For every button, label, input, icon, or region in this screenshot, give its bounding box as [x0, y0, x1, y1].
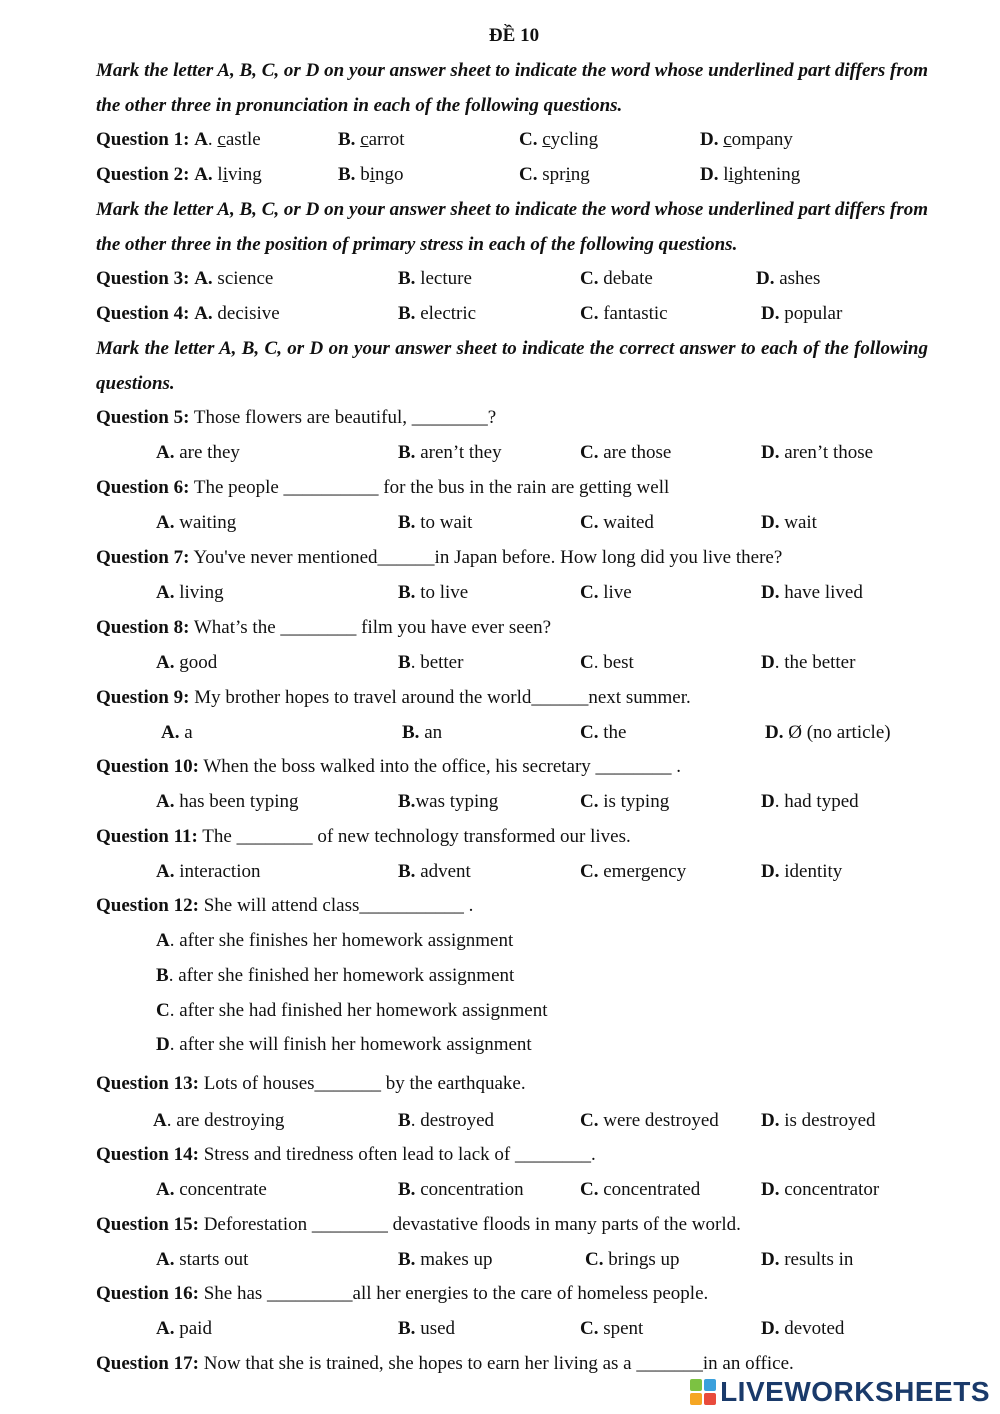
- q9-option-b[interactable]: B. an: [402, 722, 443, 743]
- q15-option-a[interactable]: A. starts out: [156, 1249, 249, 1270]
- q14-option-a[interactable]: A. concentrate: [156, 1179, 267, 1200]
- question-14: Question 14: Stress and tiredness often lead to lack of ________.: [96, 1144, 596, 1165]
- section-instruction-pronunciation: Mark the letter A, B, C, or D on your answer sheet to indicate the word whose underlined part differs from the other three in pronunciation in each of the following questions.: [96, 60, 928, 116]
- q5-option-a[interactable]: A. are they: [156, 442, 240, 463]
- q14-option-c[interactable]: C. concentrated: [580, 1179, 701, 1200]
- q13-option-b[interactable]: B. destroyed: [398, 1110, 495, 1131]
- q8-option-a[interactable]: A. good: [156, 652, 218, 673]
- q5-option-c[interactable]: C. are those: [580, 442, 672, 463]
- q16-option-b[interactable]: B. used: [398, 1318, 456, 1339]
- q16-option-a[interactable]: A. paid: [156, 1318, 212, 1339]
- question-9: Question 9: My brother hopes to travel around the world______next summer.: [96, 687, 691, 708]
- q9-option-c[interactable]: C. the: [580, 722, 627, 743]
- q15-option-b[interactable]: B. makes up: [398, 1249, 493, 1270]
- q1-option-d[interactable]: D. company: [700, 129, 793, 150]
- q13-option-d[interactable]: D. is destroyed: [761, 1110, 876, 1131]
- q13-option-c[interactable]: C. were destroyed: [580, 1110, 719, 1131]
- section-instruction-correct-answer: Mark the letter A, B, C, or D on your answer sheet to indicate the correct answer to each of the following questions.: [96, 338, 928, 394]
- question-6: Question 6: The people __________ for the bus in the rain are getting well: [96, 477, 670, 498]
- q12-option-c[interactable]: C. after she had finished her homework assignment: [156, 1000, 548, 1021]
- question-1: Question 1: A. castle: [96, 129, 261, 150]
- question-17: Question 17: Now that she is trained, she hopes to earn her living as a _______in an office.: [96, 1353, 794, 1374]
- question-5: Question 5: Those flowers are beautiful, ________?: [96, 407, 497, 428]
- q7-option-b[interactable]: B. to live: [398, 582, 469, 603]
- question-10: Question 10: When the boss walked into the office, his secretary ________ .: [96, 756, 682, 777]
- q10-option-b[interactable]: B.was typing: [398, 791, 499, 812]
- q11-option-c[interactable]: C. emergency: [580, 861, 687, 882]
- q7-option-a[interactable]: A. living: [156, 582, 224, 603]
- q4-option-d[interactable]: D. popular: [761, 303, 843, 324]
- q3-option-d[interactable]: D. ashes: [756, 268, 821, 289]
- q14-option-d[interactable]: D. concentrator: [761, 1179, 880, 1200]
- q3-option-c[interactable]: C. debate: [580, 268, 653, 289]
- q7-option-d[interactable]: D. have lived: [761, 582, 863, 603]
- q3-option-b[interactable]: B. lecture: [398, 268, 472, 289]
- q1-option-b[interactable]: B. carrot: [338, 129, 405, 150]
- q6-option-a[interactable]: A. waiting: [156, 512, 237, 533]
- q11-option-b[interactable]: B. advent: [398, 861, 471, 882]
- q2-option-b[interactable]: B. bingo: [338, 164, 404, 185]
- q15-option-c[interactable]: C. brings up: [585, 1249, 680, 1270]
- q1-option-c[interactable]: C. cycling: [519, 129, 599, 150]
- question-3: Question 3: A. science: [96, 268, 274, 289]
- q5-option-d[interactable]: D. aren’t those: [761, 442, 874, 463]
- question-2: Question 2: A. living: [96, 164, 262, 185]
- q9-option-a[interactable]: A. a: [161, 722, 193, 743]
- q6-option-d[interactable]: D. wait: [761, 512, 817, 533]
- q9-option-d[interactable]: D. Ø (no article): [765, 722, 891, 743]
- q16-option-d[interactable]: D. devoted: [761, 1318, 845, 1339]
- q14-option-b[interactable]: B. concentration: [398, 1179, 524, 1200]
- question-8: Question 8: What’s the ________ film you have ever seen?: [96, 617, 552, 638]
- q6-option-b[interactable]: B. to wait: [398, 512, 473, 533]
- liveworksheets-logo[interactable]: [690, 1376, 990, 1408]
- question-7: Question 7: You've never mentioned______in Japan before. How long did you live there?: [96, 547, 783, 568]
- q8-option-d[interactable]: D. the better: [761, 652, 856, 673]
- q13-option-a[interactable]: A. are destroying: [153, 1110, 285, 1131]
- question-15: Question 15: Deforestation ________ devastative floods in many parts of the world.: [96, 1214, 741, 1235]
- liveworksheets-logo-text: LIVEWORKSHEETS: [720, 1376, 990, 1407]
- q2-option-c[interactable]: C. spring: [519, 164, 590, 185]
- section-instruction-stress: Mark the letter A, B, C, or D on your answer sheet to indicate the word whose underlined part differs from the other three in the position of primary stress in each of the following questions.: [96, 199, 928, 255]
- q12-option-a[interactable]: A. after she finishes her homework assignment: [156, 930, 514, 951]
- page-title: ĐỀ 10: [488, 25, 540, 46]
- q2-option-d[interactable]: D. lightening: [700, 164, 801, 185]
- q6-option-c[interactable]: C. waited: [580, 512, 654, 533]
- q11-option-a[interactable]: A. interaction: [156, 861, 261, 882]
- q10-option-a[interactable]: A. has been typing: [156, 791, 299, 812]
- question-11: Question 11: The ________ of new technology transformed our lives.: [96, 826, 631, 847]
- q8-option-b[interactable]: B. better: [398, 652, 464, 673]
- question-13: Question 13: Lots of houses_______ by the earthquake.: [96, 1073, 526, 1094]
- q15-option-d[interactable]: D. results in: [761, 1249, 854, 1270]
- q16-option-c[interactable]: C. spent: [580, 1318, 644, 1339]
- liveworksheets-logo-icon: [690, 1378, 716, 1406]
- q10-option-d[interactable]: D. had typed: [761, 791, 859, 812]
- q12-option-d[interactable]: D. after she will finish her homework assignment: [156, 1034, 532, 1055]
- question-16: Question 16: She has _________all her energies to the care of homeless people.: [96, 1283, 709, 1304]
- q11-option-d[interactable]: D. identity: [761, 861, 843, 882]
- q7-option-c[interactable]: C. live: [580, 582, 632, 603]
- q8-option-c[interactable]: C. best: [580, 652, 634, 673]
- q4-option-b[interactable]: B. electric: [398, 303, 477, 324]
- q4-option-c[interactable]: C. fantastic: [580, 303, 668, 324]
- question-4: Question 4: A. decisive: [96, 303, 280, 324]
- q12-option-b[interactable]: B. after she finished her homework assignment: [156, 965, 515, 986]
- question-12: Question 12: She will attend class___________ .: [96, 895, 474, 916]
- q5-option-b[interactable]: B. aren’t they: [398, 442, 502, 463]
- q10-option-c[interactable]: C. is typing: [580, 791, 670, 812]
